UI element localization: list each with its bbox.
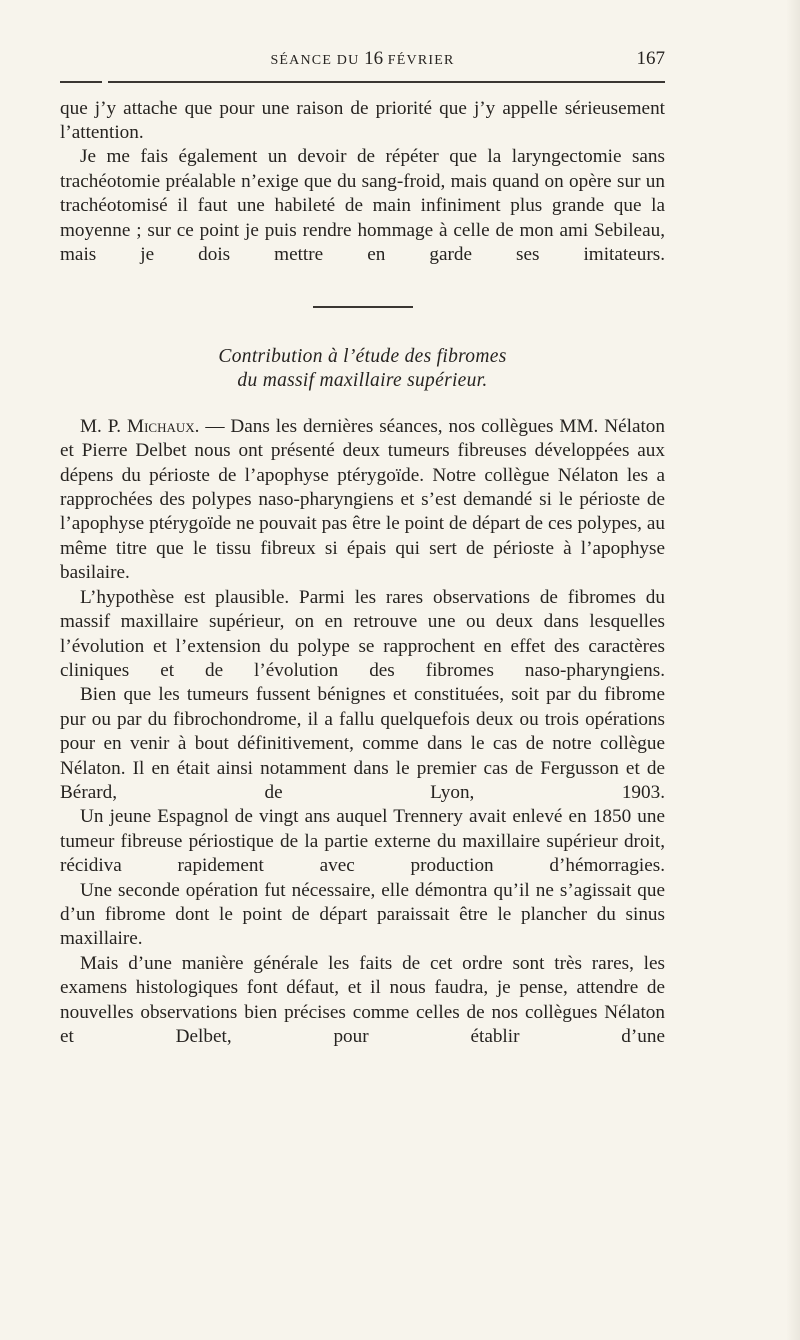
speaker-text: . — Dans les dernières séances, nos collègues MM. Nélaton et Pierre Delbet nous ont présenté deux tumeurs fibreuses développées aux dépens du périoste de l’apophyse ptérygoïde. Notre collègue Nélaton les a rapprochées des polypes naso-pharyngiens et s’est demandé si le périoste de l’apophyse ptérygoïde ne pouvait pas être le point de départ de ces polypes, au même titre que le tissu fibreux si épais qui sert de périoste à l’apophyse basilaire. — [60, 415, 665, 584]
page-number: 167 — [636, 48, 665, 69]
speaker-name: Michaux — [127, 415, 195, 437]
page-header — [60, 48, 665, 74]
running-head-day: 16 — [364, 48, 384, 69]
book-page — [60, 48, 665, 1049]
paragraph: Un jeune Espagnol de vingt ans auquel Trennery avait enlevé en 1850 une tumeur fibreuse périostique de la partie externe du maxillaire supérieur droit, récidiva rapidement avec production d’hémorragies. — [60, 806, 665, 877]
section-title — [60, 345, 665, 393]
continuation-paragraph: que j’y attache que pour une raison de priorité que j’y appelle sérieusement l’attention. — [60, 97, 665, 143]
section-title-line-1: Contribution à l’étude des fibromes — [218, 345, 507, 367]
header-rule-short — [60, 81, 102, 83]
running-head-suffix: FÉVRIER — [383, 53, 455, 68]
section-separator-rule — [313, 306, 413, 308]
paragraph: Je me fais également un devoir de répéter que la laryngectomie sans trachéotomie préalable n’exige que du sang-froid, mais quand on opère sur un trachéotomisé il faut une habileté de main infiniment plus grande que la moyenne ; sur ce point je puis rendre hommage à celle de mon ami Sebileau, mais je dois mettre en garde ses imitateurs. — [60, 146, 665, 265]
header-rule — [60, 81, 665, 83]
paragraph: Mais d’une manière générale les faits de cet ordre sont très rares, les examens histologiques font défaut, et il nous faudra, je pense, attendre de nouvelles observations bien précises comme celles de nos collègues Nélaton et Delbet, pour établir d’une — [60, 952, 665, 1047]
section-title-line-2: du massif maxillaire supérieur. — [237, 369, 488, 391]
paragraph: Une seconde opération fut nécessaire, elle démontra qu’il ne s’agissait que d’un fibrome dont le point de départ paraissait être le plancher du sinus maxillaire. — [60, 879, 665, 950]
speaker-prefix: M. P. — [80, 415, 128, 437]
running-head — [60, 48, 665, 72]
speaker-paragraph — [60, 415, 665, 586]
paragraph: L’hypothèse est plausible. Parmi les rares observations de fibromes du massif maxillaire supérieur, on en retrouve une ou deux dans lesquelles l’évolution et l’extension du polype se rapprochent en effet des caractères cliniques et de l’évolution des fibromes naso-pharyngiens. — [60, 586, 665, 681]
running-head-prefix: SÉANCE DU — [270, 53, 365, 68]
paragraph: Bien que les tumeurs fussent bénignes et constituées, soit par du fibrome pur ou par du fibrochondrome, il a fallu quelquefois deux ou trois opérations pour en venir à bout définitivement, comme dans le cas de notre collègue Nélaton. Il en était ainsi notamment dans le premier cas de Fergusson et de Bérard, de Lyon, 1903. — [60, 684, 665, 803]
header-rule-long — [108, 81, 665, 83]
page-edge-shadow — [786, 0, 800, 1340]
